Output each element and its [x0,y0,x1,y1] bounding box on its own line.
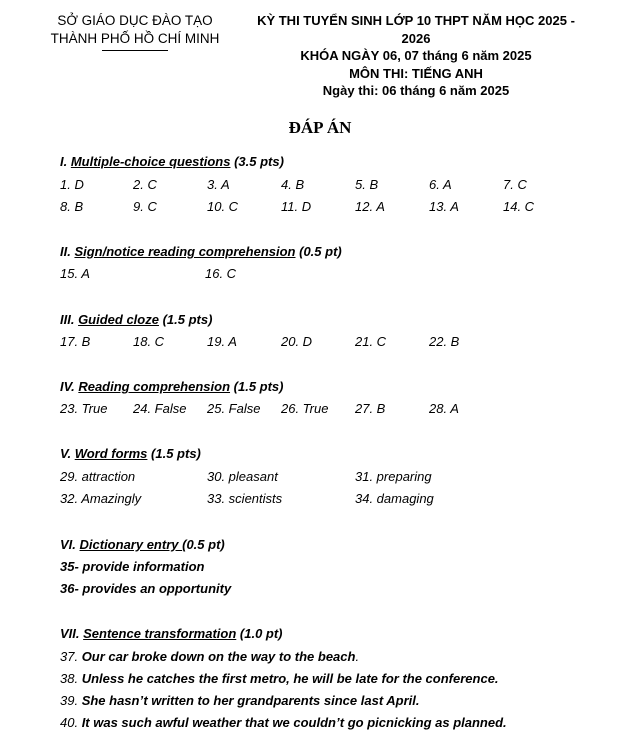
answer-39-number: 39. [60,693,82,708]
section-5-name: Word forms [74,446,148,461]
issuer-line-1: SỞ GIÁO DỤC ĐÀO TẠO [57,13,213,28]
section-4-row-1 [0,401,640,419]
answer-6: 6. A [429,177,452,192]
answer-7: 7. C [503,177,527,192]
answer-25: 25. False [207,401,261,416]
section-6-points: (0.5 pt) [182,537,225,552]
answer-20: 20. D [281,334,313,349]
answer-30: 30. pleasant [207,469,278,484]
answer-32: 32. Amazingly [60,491,142,506]
section-4-prefix: IV. [60,379,79,394]
answer-39-text: She hasn’t written to her grandparents since last April. [81,693,420,708]
answer-39 [60,693,420,708]
section-3-points: (1.5 pts) [158,312,213,327]
answer-4: 4. B [281,177,305,192]
answer-14: 14. C [503,199,535,214]
exam-session: KHÓA NGÀY 06, 07 tháng 6 năm 2025 [300,48,532,63]
answer-19: 19. A [207,334,237,349]
answer-2: 2. C [133,177,157,192]
answer-37 [60,649,359,664]
answer-11: 11. D [281,199,312,214]
section-1-prefix: I. [60,154,71,169]
answer-33: 33. scientists [207,491,283,506]
page-title: ĐÁP ÁN [288,118,352,137]
answer-37-text: Our car broke down on the way to the beach [81,649,356,664]
section-4-heading [60,379,284,394]
section-4-name: Reading comprehension [78,379,231,394]
answer-40-number: 40. [60,715,82,730]
section-6-heading [60,537,225,552]
section-3-heading [60,312,212,327]
section-2-row-1 [0,266,640,284]
section-4-points: (1.5 pts) [230,379,284,394]
section-3-row-1 [0,334,640,352]
section-2-points: (0.5 pt) [295,244,342,259]
answer-26: 26. True [281,401,329,416]
answer-22: 22. B [429,334,460,349]
answer-23: 23. True [60,401,108,416]
section-6-name: Dictionary entry [79,537,183,552]
section-7-prefix: VII. [60,626,84,641]
section-5-row-2 [0,491,640,509]
section-1-heading [60,154,284,169]
answer-38-text: Unless he catches the first metro, he will be late for the conference. [81,671,499,686]
answer-5: 5. B [355,177,379,192]
answer-16: 16. C [205,266,237,281]
section-2-prefix: II. [60,244,75,259]
answer-36: 36- provides an opportunity [60,581,232,596]
answer-35: 35- provide information [60,559,205,574]
answer-9: 9. C [133,199,157,214]
answer-8: 8. B [60,199,84,214]
answer-1: 1. D [60,177,84,192]
answer-38 [60,671,499,686]
section-5-heading [60,446,201,461]
exam-subject: MÔN THI: TIẾNG ANH [349,65,483,81]
section-1-row-2 [0,199,640,217]
issuer-underline [102,50,168,51]
answer-40-text: It was such awful weather that we couldn’t go picnicking as planned. [81,715,507,730]
section-5-prefix: V. [60,446,75,461]
section-5-row-1 [0,469,640,487]
section-1-name: Multiple-choice questions [70,154,231,169]
answer-40 [60,715,507,730]
section-1-row-1 [0,177,640,195]
answer-24: 24. False [133,401,187,416]
exam-info-block [248,12,584,100]
answer-3: 3. A [207,177,230,192]
answer-15: 15. A [60,266,90,281]
section-7-name: Sentence transformation [83,626,237,641]
answer-34: 34. damaging [355,491,434,506]
answer-18: 18. C [133,334,165,349]
answer-28: 28. A [429,401,459,416]
issuer-line-2: THÀNH PHỐ HỒ CHÍ MINH [50,31,220,46]
exam-date: Ngày thi: 06 tháng 6 năm 2025 [322,83,510,98]
answer-38-number: 38. [60,671,82,686]
answer-21: 21. C [355,334,387,349]
section-3-prefix: III. [60,312,79,327]
section-7-points: (1.0 pt) [236,626,283,641]
section-3-name: Guided cloze [78,312,159,327]
section-1-points: (3.5 pts) [230,154,284,169]
section-2-heading [60,244,342,259]
section-6-prefix: VI. [60,537,80,552]
issuer-block [50,12,220,51]
answer-12: 12. A [355,199,385,214]
exam-title: KỲ THI TUYỂN SINH LỚP 10 THPT NĂM HỌC 2025 - 2026 [257,13,575,46]
answer-31: 31. preparing [355,469,432,484]
section-2-name: Sign/notice reading comprehension [74,244,296,259]
section-5-points: (1.5 pts) [147,446,201,461]
answer-29: 29. attraction [60,469,136,484]
answer-37-period: . [355,649,360,664]
section-7-heading [60,626,283,641]
answer-37-number: 37. [60,649,82,664]
answer-27: 27. B [355,401,386,416]
answer-10: 10. C [207,199,239,214]
answer-13: 13. A [429,199,459,214]
answer-17: 17. B [60,334,91,349]
